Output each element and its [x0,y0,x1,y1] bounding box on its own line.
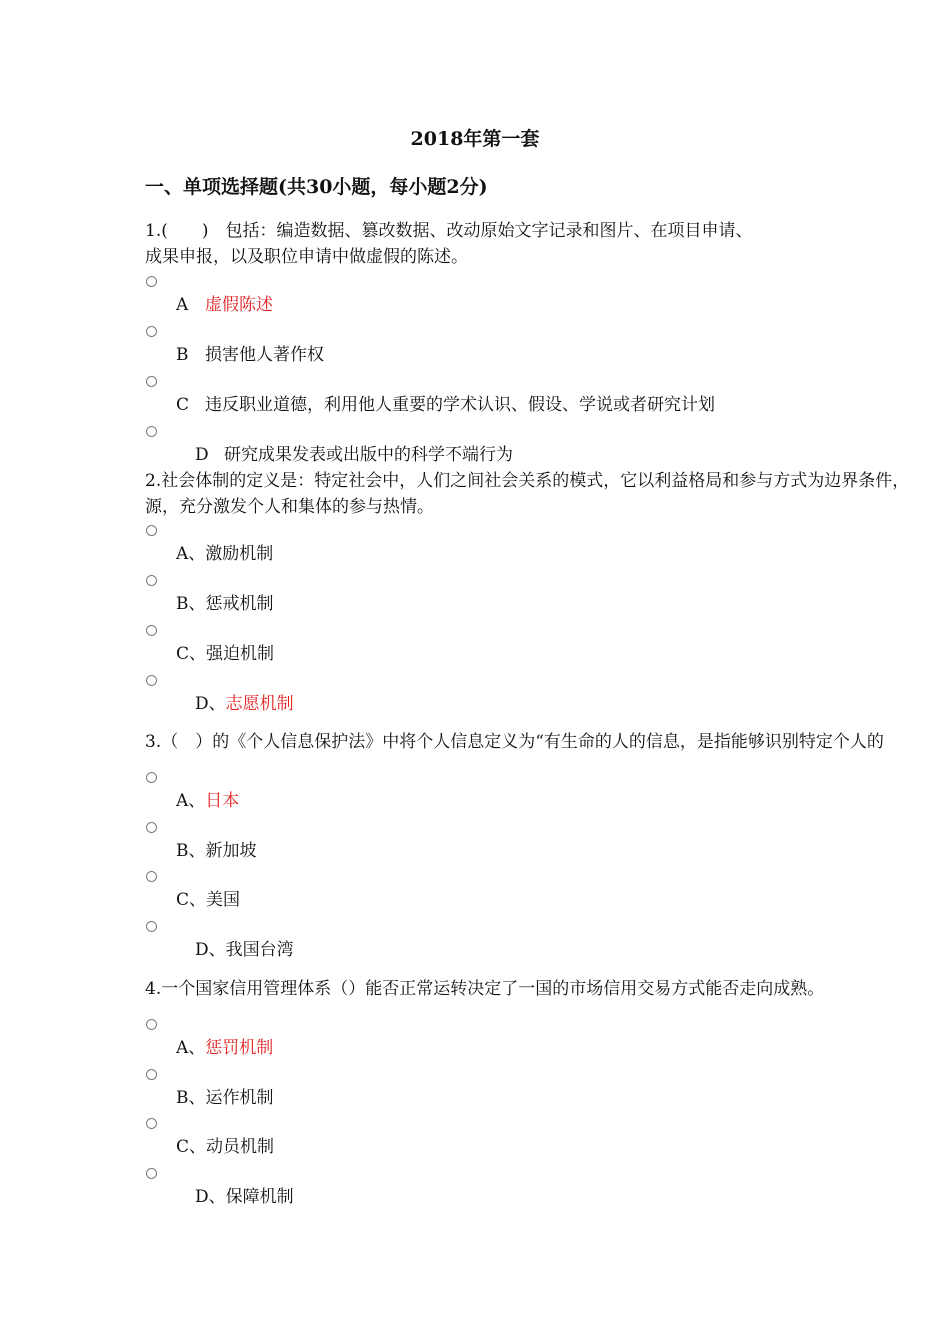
question-1-option-a-radio[interactable] [146,276,157,287]
option-letter: C、 [176,644,207,664]
question-2-option-d-radio[interactable] [146,675,157,686]
option-letter: A、 [176,544,206,564]
page-title: 2018年第一套 [410,128,540,150]
option-letter: A、 [176,791,206,811]
question-3-line-1: 3.（ ）的《个人信息保护法》中将个人信息定义为“有生命的人的信息，是指能够识别特定个人的 [145,732,884,752]
question-1-option-a [176,290,273,315]
option-text: 运作机制 [205,1088,274,1108]
option-text: 虚假陈述 [205,295,273,315]
question-2-option-a [176,539,273,564]
option-letter: D、 [195,1187,226,1207]
question-1-text [145,218,752,270]
option-text: 违反职业道德，利用他人重要的学术认识、假设、学说或者研究计划 [205,395,715,415]
option-letter: A [176,295,189,315]
option-letter: B、 [176,1088,206,1108]
option-letter: D、 [195,940,226,960]
option-letter: D [195,445,209,465]
option-letter: C、 [176,890,207,910]
question-2-option-c [176,639,274,664]
question-3-option-a [176,786,239,811]
question-4-option-c [176,1132,274,1157]
option-letter: C [176,395,190,415]
section-heading: 一、单项选择题(共30小题，每小题2分) [145,176,488,198]
question-2-line-2: 源，充分激发个人和集体的参与热情。 [145,497,434,517]
option-letter: B [176,345,189,365]
option-text: 日本 [205,791,240,811]
option-text: 激励机制 [205,544,274,564]
option-letter: C、 [176,1137,207,1157]
question-4-option-d [195,1182,294,1207]
question-3-option-c [176,885,240,910]
question-3-option-a-radio[interactable] [146,772,157,783]
question-1-option-b-radio[interactable] [146,326,157,337]
question-4-option-a-radio[interactable] [146,1019,157,1030]
question-4-option-c-radio[interactable] [146,1118,157,1129]
question-1-option-d [195,440,513,465]
question-1-option-d-radio[interactable] [146,426,157,437]
question-1-line-1: 1.( ) 包括：编造数据、篡改数据、改动原始文字记录和图片、在项目申请、 [145,221,753,241]
question-2-option-b-radio[interactable] [146,575,157,586]
option-letter: B、 [176,594,206,614]
question-1-line-2: 成果申报，以及职位申请中做虚假的陈述。 [145,247,468,267]
question-3-option-d [195,935,294,960]
question-2-option-b [176,589,274,614]
option-text: 保障机制 [225,1187,294,1207]
question-2-line-1: 2.社会体制的定义是：特定社会中，人们之间社会关系的模式，它以利益格局和参与方式为边界条件， [145,471,910,491]
question-1-option-c [176,390,715,415]
question-2-option-c-radio[interactable] [146,625,157,636]
question-4-option-b [176,1083,274,1108]
option-text: 志愿机制 [225,694,294,714]
question-3-option-b [176,836,257,861]
option-letter: D、 [195,694,226,714]
question-1-option-b [176,340,324,365]
question-4-option-b-radio[interactable] [146,1069,157,1080]
option-letter: A、 [176,1038,206,1058]
option-text: 我国台湾 [225,940,294,960]
question-4-line-1: 4.一个国家信用管理体系（）能否正常运转决定了一国的市场信用交易方式能否走向成熟。 [145,979,825,999]
option-text: 惩戒机制 [205,594,274,614]
question-2-text [145,468,909,520]
question-4-option-d-radio[interactable] [146,1168,157,1179]
question-4-option-a [176,1033,273,1058]
option-text: 动员机制 [206,1137,275,1157]
question-3-option-d-radio[interactable] [146,921,157,932]
option-letter: B、 [176,841,206,861]
question-3-option-b-radio[interactable] [146,822,157,833]
question-3-text [145,729,884,755]
question-2-option-a-radio[interactable] [146,525,157,536]
option-text: 惩罚机制 [205,1038,274,1058]
question-2-option-d [195,689,294,714]
question-4-text [145,976,824,1002]
option-text: 研究成果发表或出版中的科学不端行为 [224,445,513,465]
option-text: 损害他人著作权 [205,345,324,365]
question-1-option-c-radio[interactable] [146,376,157,387]
option-text: 新加坡 [205,841,257,861]
question-3-option-c-radio[interactable] [146,871,157,882]
option-text: 美国 [206,890,241,910]
option-text: 强迫机制 [206,644,275,664]
